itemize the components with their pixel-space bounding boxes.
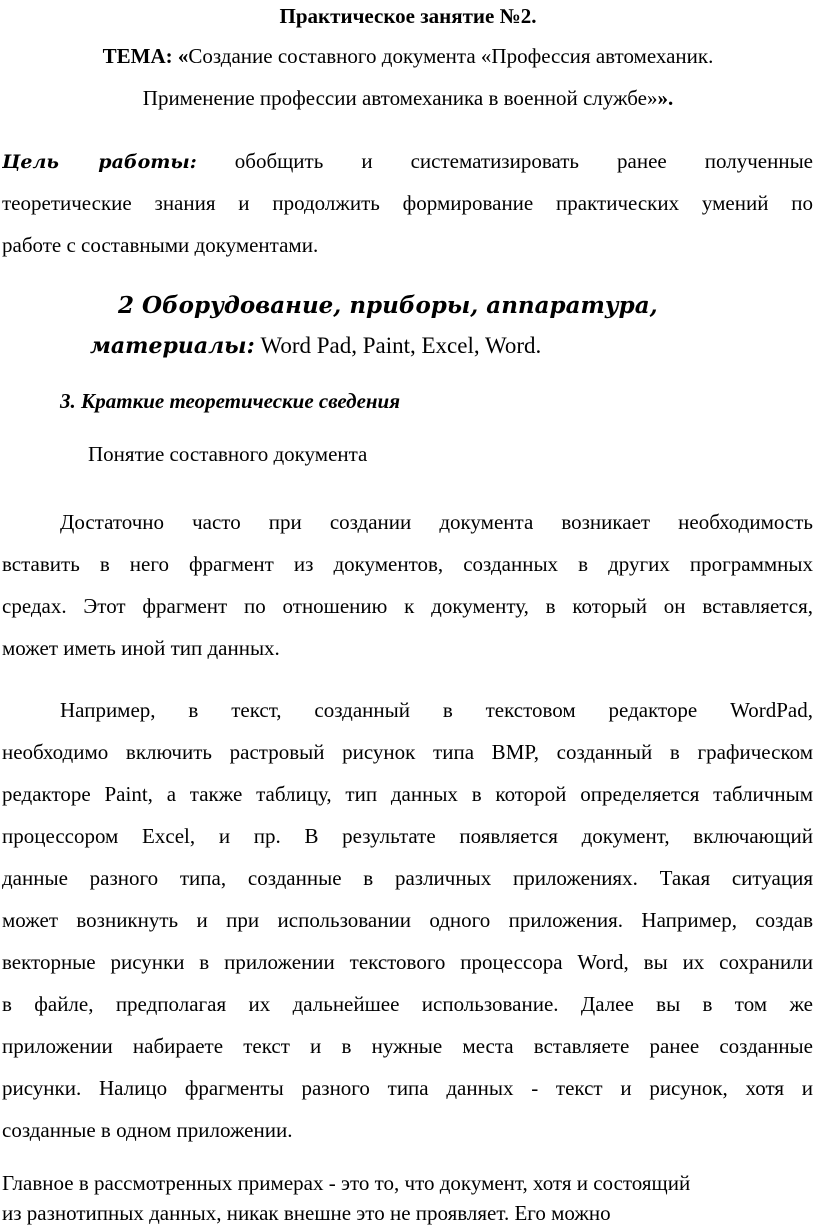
theme-line-2	[0, 86, 816, 111]
theme-text-2: Применение профессии автомеханика в военной службе»	[142, 86, 658, 110]
equipment-heading: 2 Оборудование, приборы, аппаратура,	[118, 292, 658, 319]
equipment-label: материалы:	[90, 333, 255, 359]
goal-label: Цель работы:	[2, 151, 197, 173]
p2-line-2: необходимо включить растровый рисунок типа BMP, созданный в графическом	[2, 740, 813, 764]
p2-line-8: в файле, предполагая их дальнейшее использование. Далее вы в том же	[2, 992, 813, 1016]
p1-line-1: Достаточно часто при создании документа возникает необходимость	[60, 510, 813, 534]
p2-line-9: приложении набираете текст и в нужные места вставляете ранее созданные	[2, 1034, 813, 1058]
p3-line-1: Главное в рассмотренных примерах - это то, что документ, хотя и состоящий	[2, 1171, 691, 1195]
goal-paragraph	[2, 140, 813, 266]
equipment-line	[90, 333, 541, 359]
p2-line-3: редакторе Paint, а также таблицу, тип данных в которой определяется табличным	[2, 782, 813, 806]
p2-line-4: процессором Excel, и пр. В результате появляется документ, включающий	[2, 824, 813, 848]
goal-line-3: работе с составными документами.	[2, 233, 319, 257]
theme-line-1	[0, 44, 816, 69]
p1-line-2: вставить в него фрагмент из документов, созданных в других программных	[2, 552, 813, 576]
page-title: Практическое занятие №2.	[279, 4, 537, 28]
p2-line-10: рисунки. Налицо фрагменты разного типа данных - текст и рисунок, хотя и	[2, 1076, 813, 1100]
goal-line-2: теоретические знания и продолжить формирование практических умений по	[2, 191, 813, 215]
goal-line-1	[2, 140, 813, 182]
theme-label: ТЕМА: «	[102, 44, 189, 68]
p2-line-6: может возникнуть и при использовании одного приложения. Например, создав	[2, 908, 813, 932]
equipment-list: Word Pad, Paint, Excel, Word.	[254, 333, 542, 358]
theme-close: ».	[657, 86, 674, 110]
p2-line-1: Например, в текст, созданный в текстовом редакторе WordPad,	[60, 698, 813, 722]
concept-heading: Понятие составного документа	[88, 442, 368, 466]
p2-line-11: созданные в одном приложении.	[2, 1118, 293, 1142]
p2-line-7: векторные рисунки в приложении текстового процессора Word, вы их сохранили	[2, 950, 813, 974]
paragraph-3	[0, 1168, 816, 1228]
p2-line-5: данные разного типа, созданные в различных приложениях. Такая ситуация	[2, 866, 813, 890]
goal-text-1: обобщить и систематизировать ранее полученные	[234, 149, 813, 173]
p3-line-2: из разнотипных данных, никак внешне это не проявляет. Его можно	[2, 1201, 611, 1225]
p1-line-3: средах. Этот фрагмент по отношению к документу, в который он вставляется,	[2, 594, 813, 618]
paragraph-1	[2, 501, 813, 669]
paragraph-2	[2, 689, 813, 1151]
p1-line-4: может иметь иной тип данных.	[2, 636, 280, 660]
theme-text-1: Создание составного документа «Профессия автомеханик.	[188, 44, 714, 68]
section-3-heading: 3. Краткие теоретические сведения	[60, 389, 401, 413]
